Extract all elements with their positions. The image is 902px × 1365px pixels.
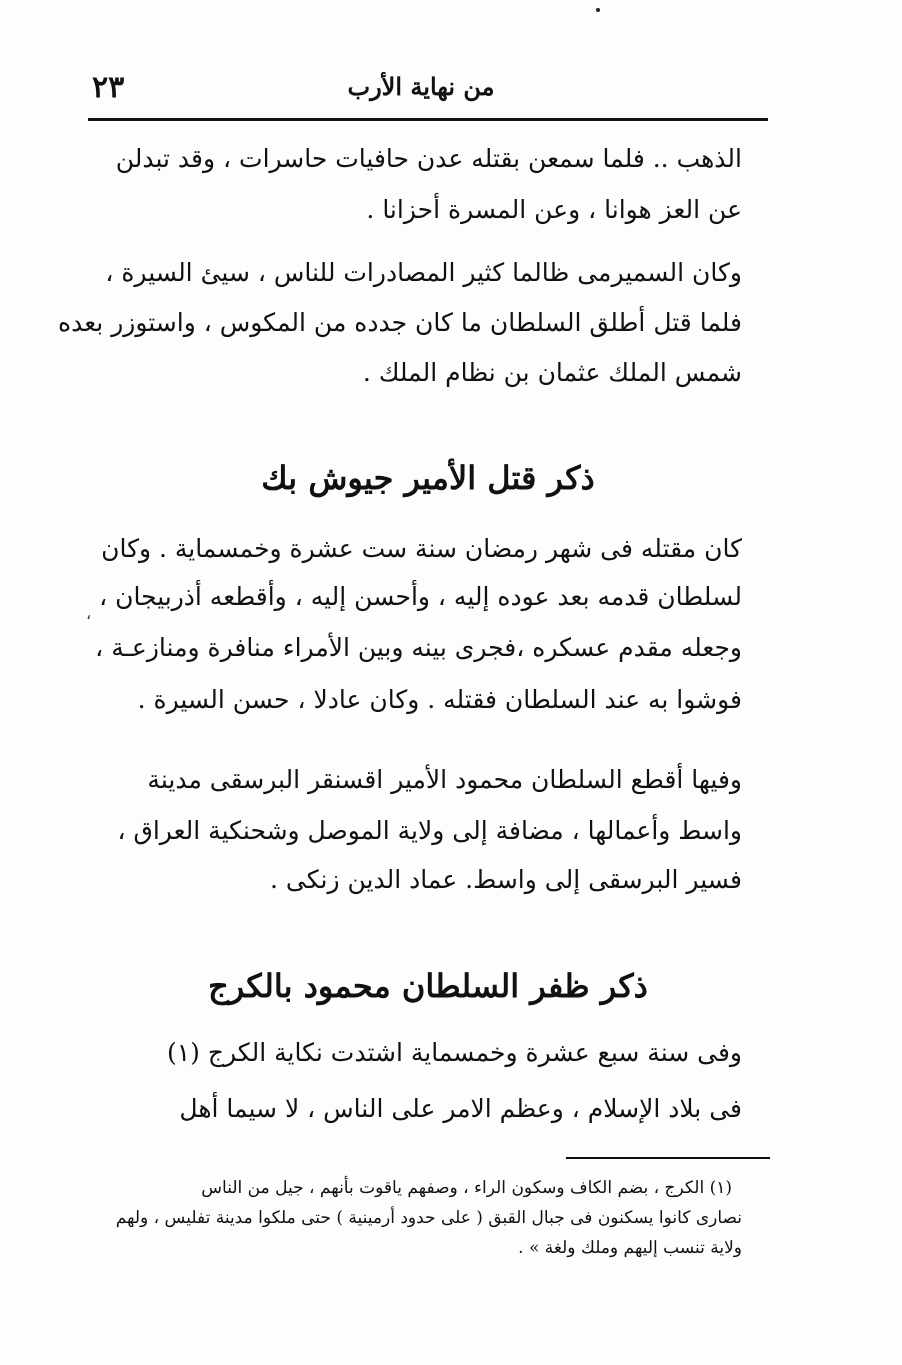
text-line: لسلطان قدمه بعد عوده إليه ، وأحسن إليه ، وأقطعه أذربيجان ، [99,582,742,611]
text-line: وفيها أقطع السلطان محمود الأمير اقسنقر البرسقى مدينة [147,765,742,794]
text-line: فلما قتل أطلق السلطان ما كان جدده من المكوس ، واستوزر بعده [58,308,742,337]
text-line: وجعله مقدم عسكره ،فجرى بينه وبين الأمراء منافرة ومنازعـة ، [95,633,742,662]
marginal-mark: ، [86,604,92,623]
text-line: كان مقتله فى شهر رمضان سنة ست عشرة وخمسماية . وكان [101,534,742,563]
page-header [88,68,754,112]
text-line: وكان السميرمى ظالما كثير المصادرات للناس ، سيئ السيرة ، [105,258,742,287]
text-line: شمس الملك عثمان بن نظام الملك . [362,358,742,387]
header-rule [88,118,768,121]
page-number: ٢٣ [92,70,125,105]
running-title: من نهاية الأرب [347,72,495,101]
footnote-line: نصارى كانوا يسكنون فى جبال القبق ( على حدود أرمينية ) حتى ملكوا مدينة تفليس ، ولهم [115,1208,742,1228]
section-heading: ذكر قتل الأمير جيوش بك [261,459,595,497]
text-line: فى بلاد الإسلام ، وعظم الامر على الناس ، لا سيما أهل [179,1094,742,1123]
text-line: عن العز هوانا ، وعن المسرة أحزانا . [366,195,742,224]
text-line: وفى سنة سبع عشرة وخمسماية اشتدت نكاية الكرج (١) [166,1038,742,1067]
text-line: فسير البرسقى إلى واسط. عماد الدين زنكى . [269,865,742,894]
text-line: واسط وأعمالها ، مضافة إلى ولاية الموصل وشحنكية العراق ، [117,816,742,845]
text-line: فوشوا به عند السلطان فقتله . وكان عادلا ، حسن السيرة . [137,685,742,714]
footnote-line: ولاية تنسب إليهم وملك ولغة » . [518,1238,742,1258]
footnote-rule [566,1157,770,1159]
ink-speck [596,8,600,12]
text-line: الذهب .. فلما سمعن بقتله عدن حافيات حاسرات ، وقد تبدلن [115,144,742,173]
footnote-line: (١) الكرج ، بضم الكاف وسكون الراء ، وصفهم ياقوت بأنهم ، جيل من الناس [201,1178,732,1198]
section-heading: ذكر ظفر السلطان محمود بالكرج [208,967,648,1005]
